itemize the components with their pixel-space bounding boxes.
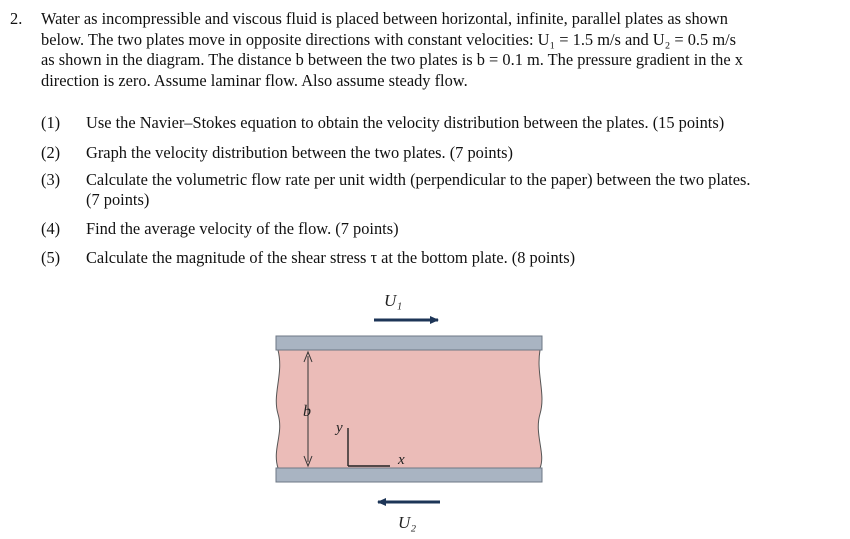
question-number: (2) (41, 143, 61, 162)
problem-body (41, 9, 841, 91)
question-text: Calculate the volumetric flow rate per unit width (perpendicular to the paper) between the two plates. (86, 170, 751, 189)
question-number: (3) (41, 170, 61, 189)
couette-flow-diagram (266, 284, 556, 539)
question-text: Find the average velocity of the flow. (7 points) (86, 219, 399, 238)
y-axis-label: y (336, 420, 343, 436)
top-plate (276, 336, 542, 350)
problem-number: 2. (10, 9, 23, 28)
question-text: Use the Navier–Stokes equation to obtain the velocity distribution between the plates. (15 points) (86, 113, 725, 132)
bottom-plate (276, 468, 542, 482)
question-number: (5) (41, 248, 61, 267)
bottom-velocity-label: U₂ (398, 513, 417, 532)
question-number: (4) (41, 219, 61, 238)
problem-line: as shown in the diagram. The distance b between the two plates is b = 0.1 m. The pressure gradient in the x (41, 50, 743, 69)
question-number: (1) (41, 113, 61, 132)
problem-line: direction is zero. Assume laminar flow. Also assume steady flow. (41, 70, 468, 90)
question-text-continued: (7 points) (86, 190, 150, 209)
question-text: Graph the velocity distribution between the two plates. (7 points) (86, 143, 513, 162)
gap-label: b (303, 403, 311, 420)
top-velocity-label: U₁ (384, 291, 403, 310)
question-text-block (86, 170, 841, 210)
fluid-region (276, 350, 542, 468)
x-axis-label: x (398, 452, 405, 468)
question-text: Calculate the magnitude of the shear stress τ at the bottom plate. (8 points) (86, 248, 576, 267)
problem-line: Water as incompressible and viscous fluid is placed between horizontal, infinite, parallel plates as shown (41, 9, 728, 28)
problem-line: below. The two plates move in opposite directions with constant velocities: U₁ = 1.5 m/s and U₂ = 0.5 m/s (41, 29, 737, 49)
